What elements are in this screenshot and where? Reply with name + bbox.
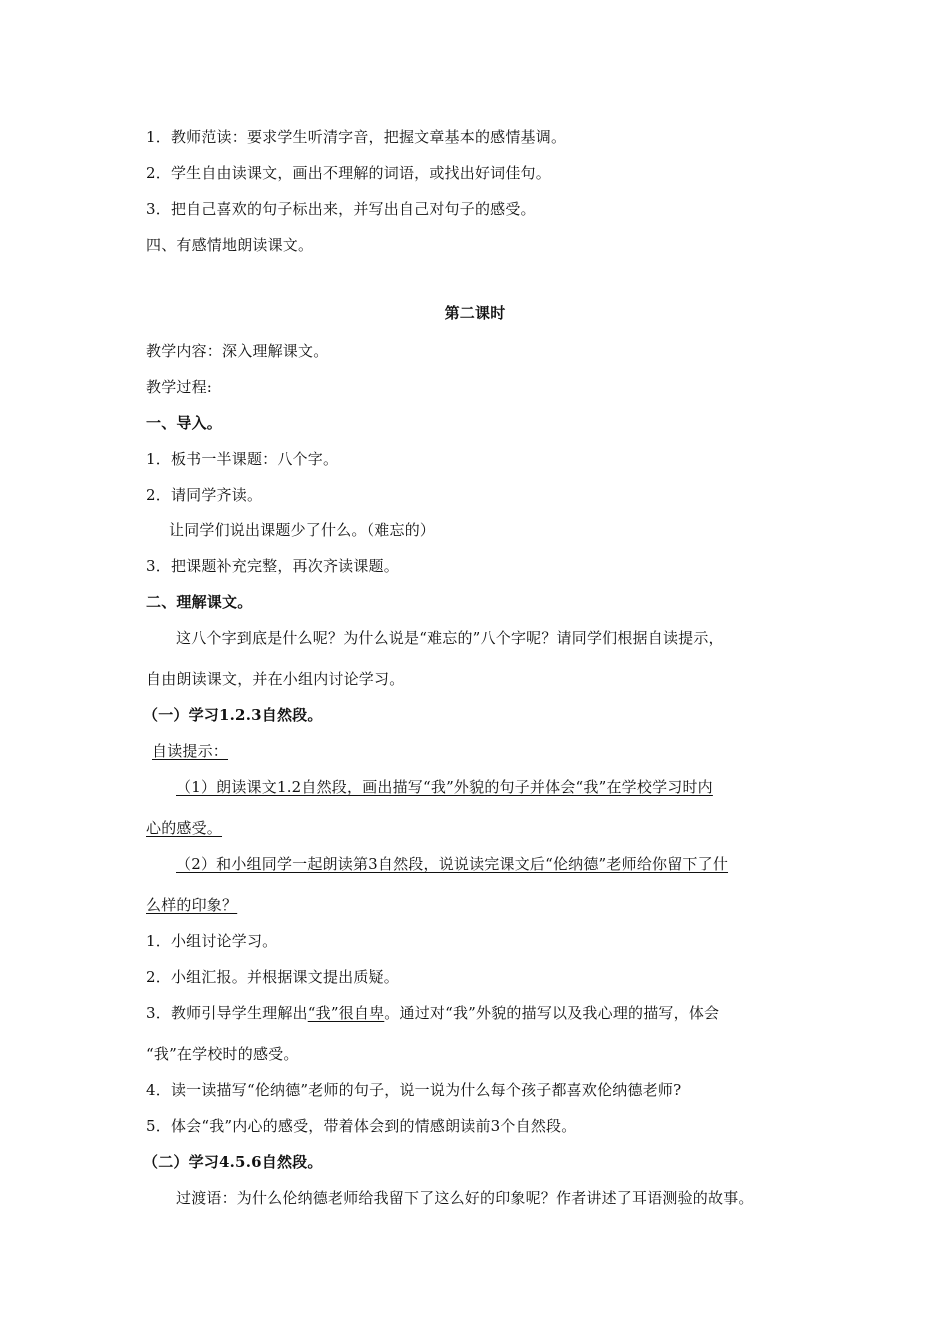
subsection-two-heading: （二）学习4.5.6自然段。 — [143, 1153, 323, 1171]
step-teacher-reading: 1．教师范读：要求学生听清字音，把握文章基本的感情基调。 — [146, 128, 567, 146]
guide-text-underlined: “我”很自卑 — [307, 1004, 385, 1022]
section-intro-heading: 一、导入。 — [146, 414, 223, 432]
tip-2-line-2: 么样的印象？ — [146, 896, 238, 914]
section-four-heading: 四、有感情地朗读课文。 — [146, 236, 314, 254]
step-mark-sentences: 3．把自己喜欢的句子标出来，并写出自己对句子的感受。 — [146, 200, 536, 218]
understand-para-line-1: 这八个字到底是什么呢？为什么说是“难忘的”八个字呢？请同学们根据自读提示， — [176, 629, 724, 647]
step-read-teacher-sentences: 4．读一读描写“伦纳德”老师的句子，说一说为什么每个孩子都喜欢伦纳德老师? — [146, 1081, 682, 1099]
guide-line-2: “我”在学校时的感受。 — [146, 1045, 299, 1063]
self-reading-tips-label: 自读提示： — [152, 742, 229, 760]
subsection-one-heading: （一）学习1.2.3自然段。 — [143, 706, 323, 724]
lesson-two-title: 第二课时 — [444, 304, 506, 322]
transition-sentence: 过渡语：为什么伦纳德老师给我留下了这么好的印象呢？作者讲述了耳语测验的故事。 — [176, 1189, 754, 1207]
guide-text-end: 。通过对“我”外貌的描写以及我心理的描写，体会 — [384, 1004, 720, 1022]
step-guide-understanding — [146, 1003, 719, 1023]
intro-step-3: 3．把课题补充完整，再次齐读课题。 — [146, 557, 399, 575]
tip-1-line-2: 心的感受。 — [146, 819, 223, 837]
tip-2-line-1: （2）和小组同学一起朗读第3自然段，说说读完课文后“伦纳德”老师给你留下了什 — [176, 855, 729, 873]
step-group-report: 2．小组汇报。并根据课文提出质疑。 — [146, 968, 399, 986]
understand-para-line-2: 自由朗读课文，并在小组内讨论学习。 — [146, 670, 405, 688]
step-feel-inner-emotion: 5．体会“我”内心的感受，带着体会到的情感朗读前3个自然段。 — [146, 1117, 577, 1135]
teaching-process: 教学过程: — [146, 378, 213, 396]
tip-1-line-1: （1）朗读课文1.2自然段，画出描写“我”外貌的句子并体会“我”在学校学习时内 — [176, 778, 713, 796]
teaching-content: 教学内容：深入理解课文。 — [146, 342, 329, 360]
intro-step-1: 1．板书一半课题：八个字。 — [146, 450, 339, 468]
step-group-discussion: 1．小组讨论学习。 — [146, 932, 278, 950]
intro-step-2: 2．请同学齐读。 — [146, 486, 263, 504]
step-free-reading: 2．学生自由读课文，画出不理解的词语，或找出好词佳句。 — [146, 164, 551, 182]
intro-step-2-note: 让同学们说出课题少了什么。（难忘的） — [169, 521, 436, 539]
guide-text-start: 3．教师引导学生理解出 — [146, 1004, 308, 1022]
section-understand-heading: 二、理解课文。 — [146, 593, 253, 611]
